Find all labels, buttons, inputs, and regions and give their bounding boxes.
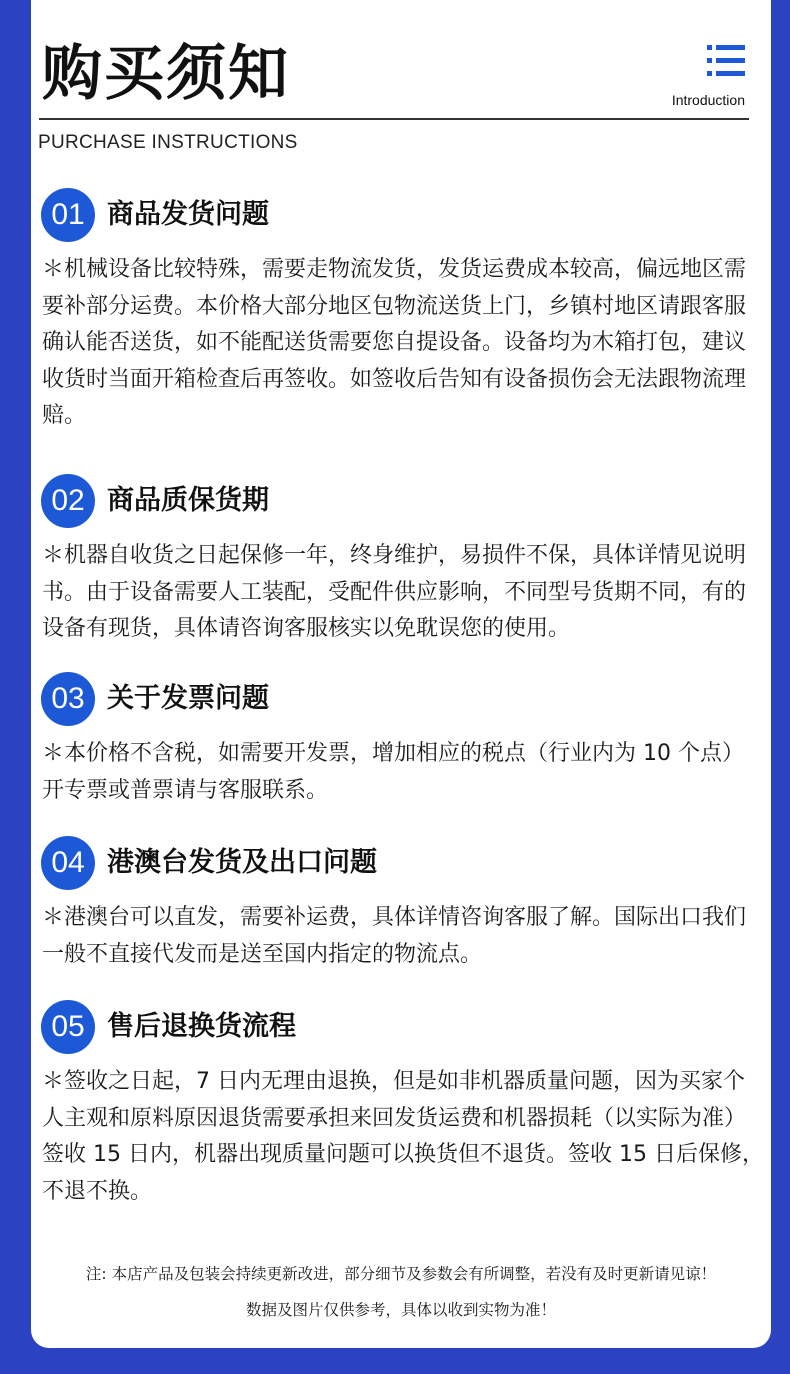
section-heading: 商品发货问题 (107, 199, 269, 230)
section-number-badge: 02 (41, 474, 95, 528)
section-body: ＊机械设备比较特殊，需要走物流发货，发货运费成本较高，偏远地区需要补部分运费。本价格大部分地区包物流送货上门，乡镇村地区请跟客服确认能否送货，如不能配送货需要您自提设备。设备均为木箱打包，建议收货时当面开箱检查后再签收。如签收后告知有设备损伤会无法跟物流理赔。 (42, 257, 747, 428)
page-subtitle: PURCHASE INSTRUCTIONS (38, 132, 298, 153)
page-title: 购买须知 (42, 39, 290, 109)
footer-disclaimer: 数据及图片仅供参考，具体以收到实物为准！ (245, 1301, 556, 1319)
section-body: ＊本价格不含税，如需要开发票，增加相应的税点（行业内为 10 个点）开专票或普票请与客服联系。 (42, 741, 744, 803)
section-number-badge: 04 (41, 836, 95, 890)
instructions-card (31, 0, 771, 1348)
section-heading: 港澳台发货及出口问题 (107, 847, 377, 878)
section-heading: 商品质保货期 (107, 485, 269, 516)
section-number-badge: 05 (41, 1000, 95, 1054)
section-body: ＊签收之日起，7 日内无理由退换，但是如非机器质量问题，因为买家个人主观和原料原因退货需要承担来回发货运费和机器损耗（以实际为准）签收 15 日内，机器出现质量问题可以换货但不退货。签收 15 日后保修，不退不换。 (42, 1069, 764, 1204)
section-heading: 售后退换货流程 (107, 1011, 296, 1042)
section-heading: 关于发票问题 (107, 683, 269, 714)
section-number-badge: 03 (41, 672, 95, 726)
list-icon (707, 44, 745, 78)
footer-note: 注: 本店产品及包装会持续更新改进，部分细节及参数会有所调整，若没有及时更新请见谅！ (85, 1265, 717, 1283)
header-divider (39, 118, 749, 120)
section-number-badge: 01 (41, 188, 95, 242)
introduction-label: Introduction (671, 92, 745, 108)
section-body: ＊港澳台可以直发，需要补运费，具体详情咨询客服了解。国际出口我们一般不直接代发而是送至国内指定的物流点。 (42, 905, 747, 967)
section-body: ＊机器自收货之日起保修一年，终身维护，易损件不保，具体详情见说明书。由于设备需要人工装配，受配件供应影响，不同型号货期不同，有的设备有现货，具体请咨询客服核实以免耽误您的使用。 (42, 543, 747, 641)
